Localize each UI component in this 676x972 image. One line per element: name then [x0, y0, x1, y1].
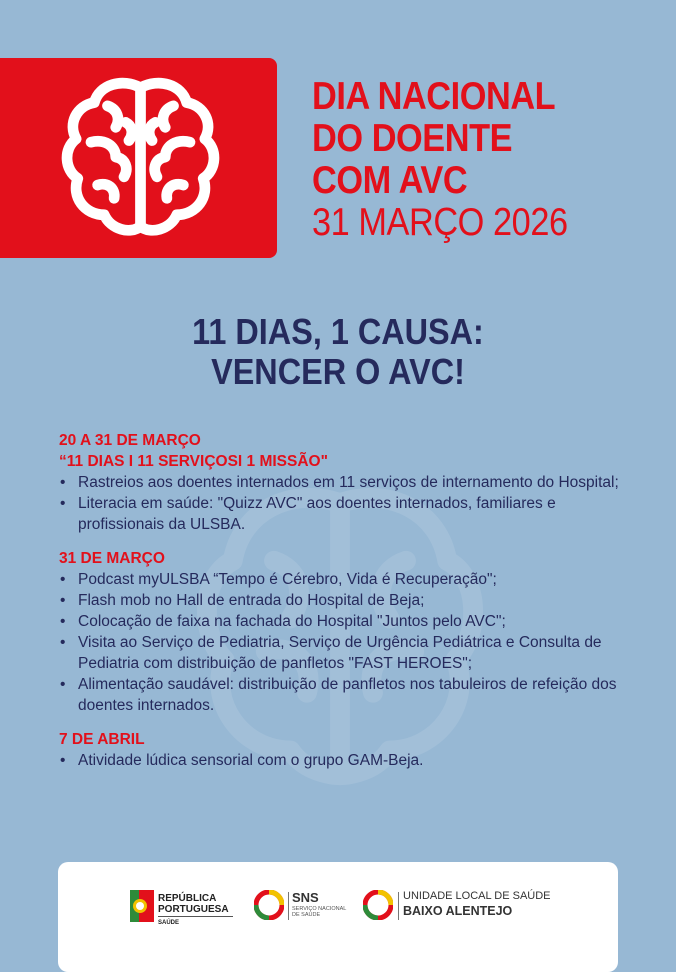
- republica-name: [158, 893, 229, 915]
- section-heading: 31 DE MARÇO: [59, 550, 165, 567]
- ulsba-emblem-icon: [363, 890, 393, 920]
- sns-subtitle: SERVIÇO NACIONAL DE SAÚDE: [292, 906, 347, 918]
- republica-line-1: REPÚBLICA: [158, 893, 217, 904]
- activity-list: [59, 472, 619, 535]
- sns-title: SNS: [292, 890, 319, 905]
- list-item: • Literacia em saúde: "Quizz AVC" aos doentes internados, familiares e profissionais da ULSBA.: [59, 493, 619, 535]
- brain-icon: [58, 72, 223, 247]
- republica-divider: [158, 916, 233, 917]
- list-item: • Alimentação saudável: distribuição de panfletos nos tabuleiros de refeição dos doentes internados.: [59, 674, 619, 716]
- republica-line-2: PORTUGUESA: [158, 904, 229, 915]
- list-item: • Flash mob no Hall de entrada do Hospital de Beja;: [59, 590, 619, 611]
- program-content: [59, 430, 619, 784]
- list-item: • Rastreios aos doentes internados em 11 serviços de internamento do Hospital;: [59, 472, 619, 493]
- section-7-abril: [59, 729, 619, 771]
- sns-emblem-icon: [254, 890, 284, 920]
- headline-line-1: 11 DIAS, 1 CAUSA:: [192, 311, 484, 352]
- section-heading: 7 DE ABRIL: [59, 731, 145, 748]
- list-item: • Atividade lúdica sensorial com o grupo GAM-Beja.: [59, 750, 619, 771]
- section-subheading: “11 DIAS I 11 SERVIÇOSI 1 MISSÃO": [59, 453, 328, 470]
- section-heading: 20 A 31 DE MARÇO: [59, 432, 201, 449]
- title-line-2: DO DOENTE: [312, 117, 513, 160]
- headline-line-2: VENCER O AVC!: [211, 351, 465, 392]
- section-20-31-marco: [59, 430, 619, 535]
- ulsba-line-1: UNIDADE LOCAL DE SAÚDE: [403, 890, 551, 902]
- event-title: [312, 76, 568, 244]
- title-line-1: DIA NACIONAL: [312, 75, 556, 118]
- activity-list: [59, 750, 619, 771]
- header-red-panel: [0, 58, 277, 258]
- list-item: • Colocação de faixa na fachada do Hospital "Juntos pelo AVC";: [59, 611, 619, 632]
- footer-logos: [58, 862, 618, 972]
- list-item: • Podcast myULSBA “Tempo é Cérebro, Vida é Recuperação";: [59, 569, 619, 590]
- section-31-marco: [59, 548, 619, 716]
- event-date: 31 MARÇO 2026: [312, 201, 568, 244]
- ulsba-divider: [398, 892, 399, 920]
- activity-list: [59, 569, 619, 716]
- ulsba-line-2: BAIXO ALENTEJO: [403, 904, 513, 918]
- republica-emblem-icon: [130, 890, 154, 922]
- headline: [34, 312, 642, 392]
- sns-divider: [288, 892, 289, 920]
- republica-sub: SAÚDE: [158, 920, 180, 926]
- title-line-3: COM AVC: [312, 159, 468, 202]
- list-item: • Visita ao Serviço de Pediatria, Serviço de Urgência Pediátrica e Consulta de Pediatria com distribuição de panfletos "FAST HEROES";: [59, 632, 619, 674]
